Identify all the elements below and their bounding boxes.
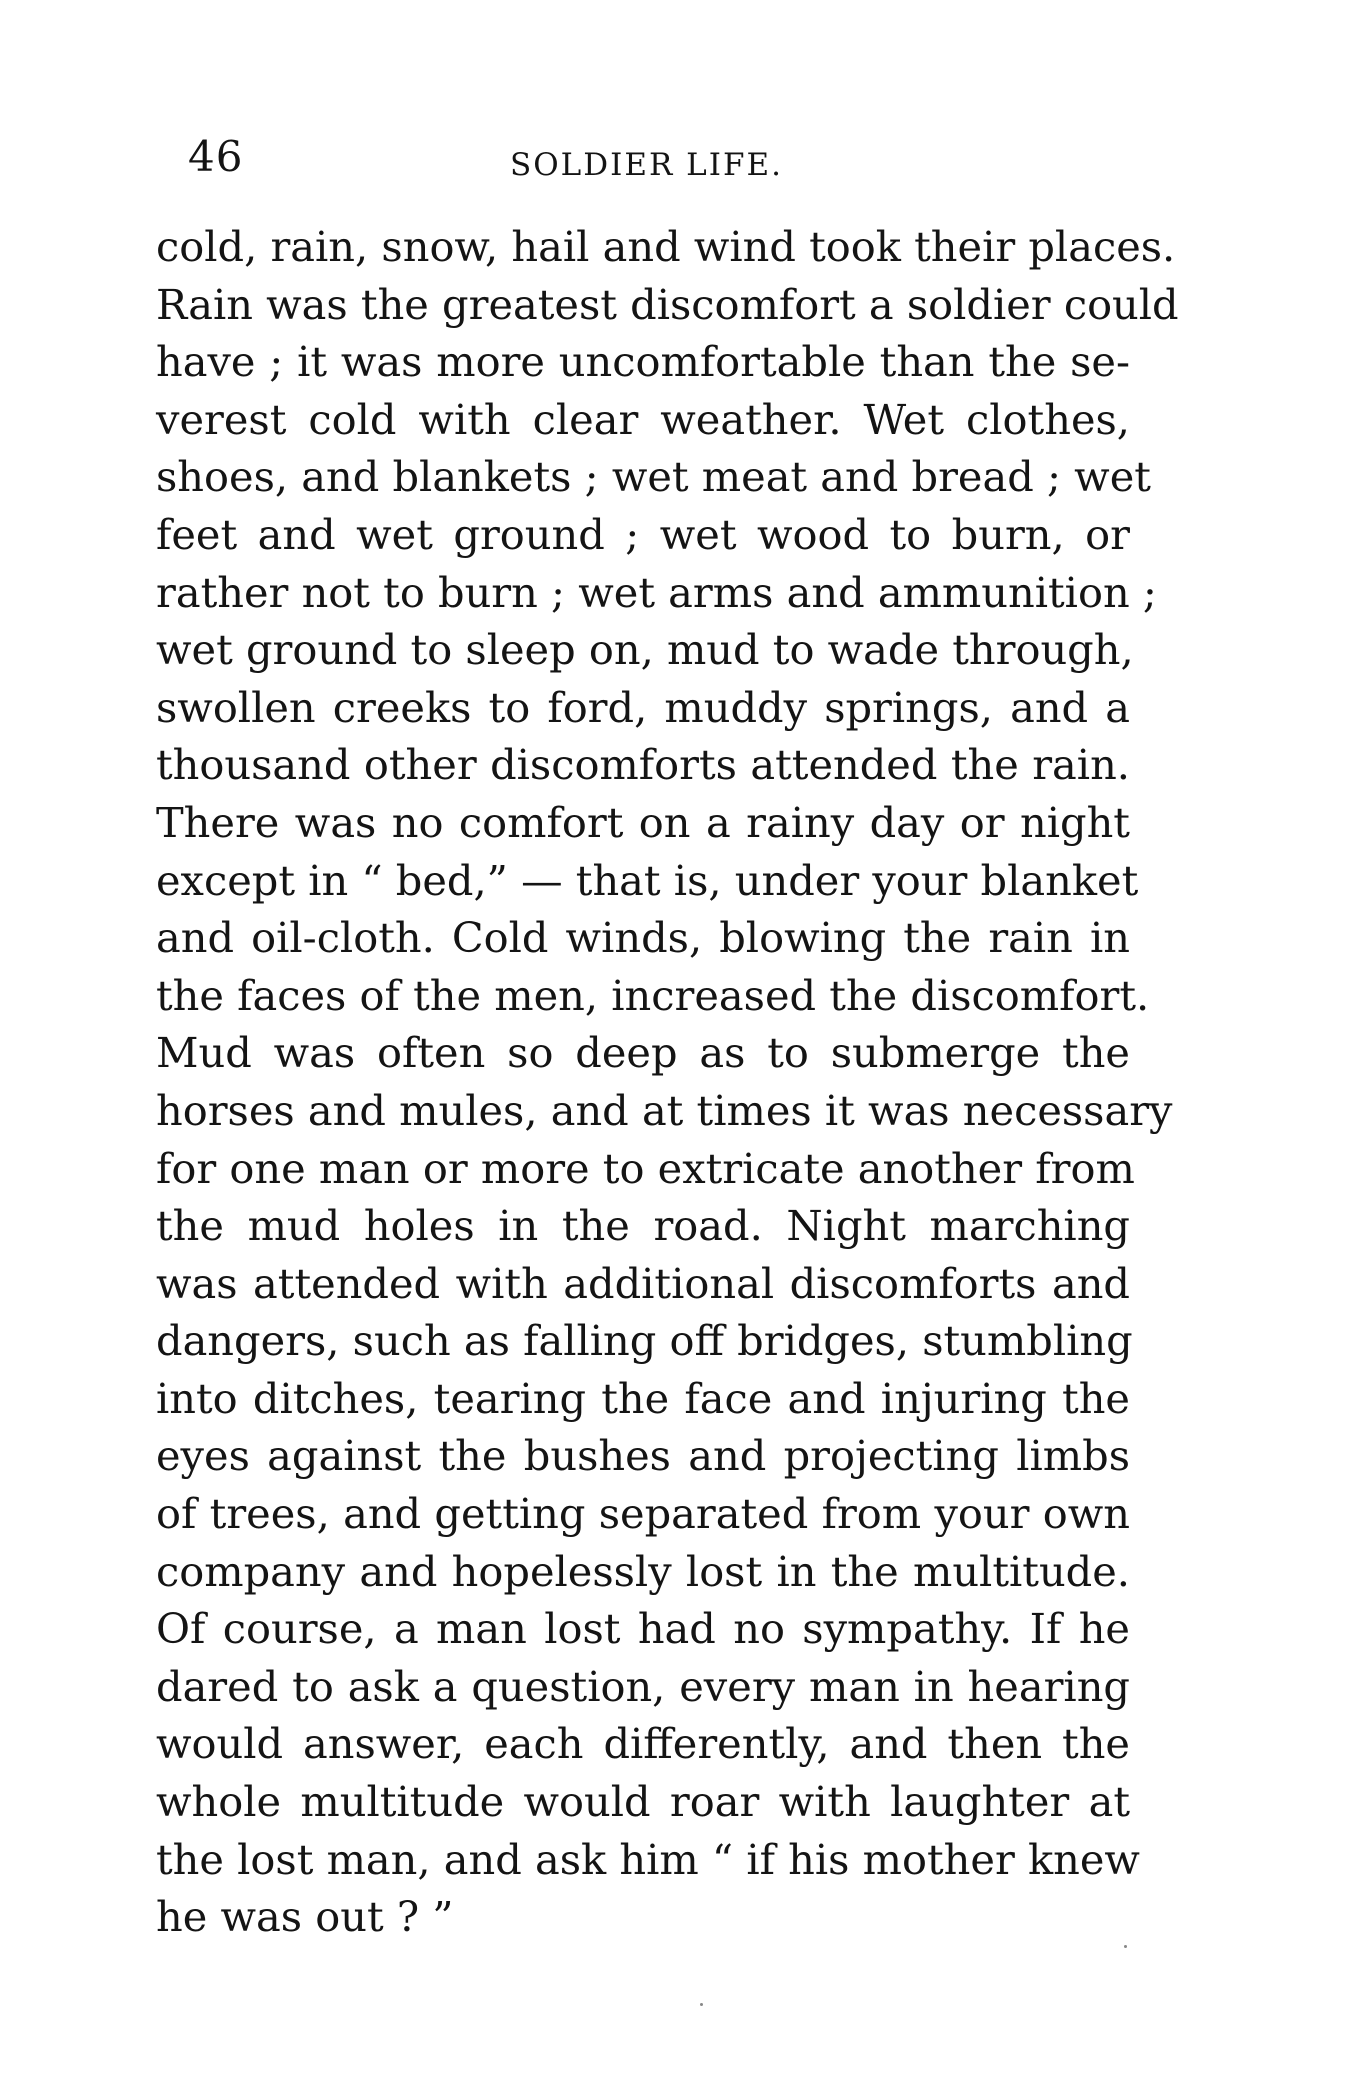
text-line: eyes against the bushes and projecting limbs — [156, 1431, 1130, 1481]
text-line: shoes, and blankets ; wet meat and bread ; wet — [156, 452, 1151, 502]
paper-speck — [700, 2003, 703, 2006]
text-line: thousand other discomforts attended the rain. — [156, 740, 1130, 790]
running-head: SOLDIER LIFE. — [510, 147, 783, 183]
text-line: Mud was often so deep as to submerge the — [156, 1028, 1130, 1078]
text-line: cold, rain, snow, hail and wind took their places. — [156, 222, 1176, 271]
text-line: horses and mules, and at times it was necessary — [156, 1085, 1173, 1135]
text-line: swollen creeks to ford, muddy springs, and a — [156, 682, 1130, 732]
body-text — [156, 218, 1179, 1946]
text-line: wet ground to sleep on, mud to wade through, — [156, 625, 1134, 675]
text-line: company and hopelessly lost in the multitude. — [156, 1546, 1130, 1596]
text-line: whole multitude would roar with laughter at — [156, 1777, 1130, 1827]
paper-speck — [1124, 1945, 1127, 1948]
text-line: dangers, such as falling off bridges, stumbling — [156, 1316, 1133, 1366]
text-line: rather not to burn ; wet arms and ammunition ; — [156, 567, 1157, 617]
text-line: was attended with additional discomforts and — [156, 1258, 1130, 1308]
text-line: the faces of the men, increased the discomfort. — [156, 970, 1150, 1020]
text-line: verest cold with clear weather. Wet clothes, — [156, 394, 1130, 444]
text-line: he was out ? ” — [156, 1892, 454, 1942]
text-line: feet and wet ground ; wet wood to burn, or — [156, 509, 1130, 559]
text-line: have ; it was more uncomfortable than the se- — [156, 337, 1130, 387]
text-line: the lost man, and ask him “ if his mother knew — [156, 1834, 1140, 1884]
text-line: for one man or more to extricate another from — [156, 1143, 1135, 1193]
text-line: Of course, a man lost had no sympathy. If he — [156, 1604, 1130, 1654]
text-line: There was no comfort on a rainy day or night — [156, 797, 1130, 847]
text-line: into ditches, tearing the face and injuring the — [156, 1373, 1130, 1423]
text-line: and oil-cloth. Cold winds, blowing the rain in — [156, 913, 1130, 963]
text-line: dared to ask a question, every man in hearing — [156, 1661, 1130, 1711]
page-number: 46 — [188, 132, 244, 181]
text-line: would answer, each differently, and then the — [156, 1719, 1130, 1769]
text-line: of trees, and getting separated from your own — [156, 1489, 1130, 1539]
text-line: except in “ bed,” — that is, under your blanket — [156, 855, 1139, 905]
text-line: Rain was the greatest discomfort a soldier could — [156, 279, 1179, 329]
text-line: the mud holes in the road. Night marching — [156, 1201, 1130, 1251]
